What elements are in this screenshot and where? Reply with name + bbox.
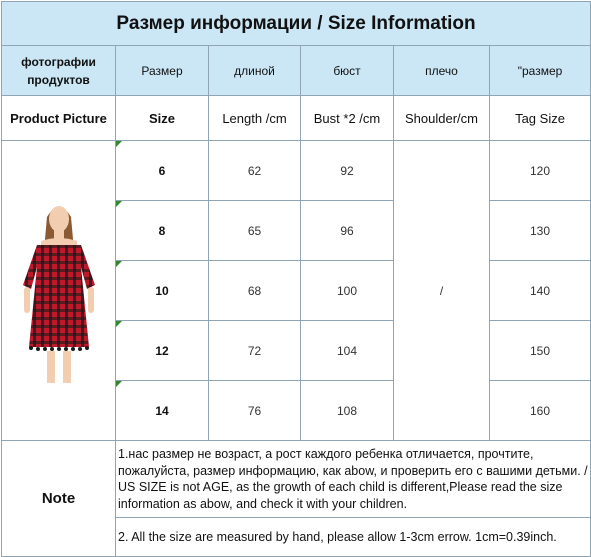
- product-photo-cell: [2, 141, 116, 441]
- size-cell: 6: [116, 141, 209, 201]
- bust-cell: 104: [301, 321, 394, 381]
- header-ru-shoulder: плечо: [394, 46, 490, 96]
- tag-size-cell: 130: [490, 201, 591, 261]
- size-cell: 12: [116, 321, 209, 381]
- bust-cell: 108: [301, 381, 394, 441]
- tag-size-cell: 120: [490, 141, 591, 201]
- header-ru-length: длиной: [209, 46, 301, 96]
- product-photo: [9, 189, 109, 389]
- size-cell: 14: [116, 381, 209, 441]
- shoulder-cell: /: [394, 141, 490, 441]
- header-en-product-picture: Product Picture: [2, 96, 116, 141]
- header-en-tag-size: Tag Size: [490, 96, 591, 141]
- length-cell: 62: [209, 141, 301, 201]
- note-text-1: 1.нас размер не возраст, а рост каждого ребенка отличается, прочтите, пожалуйста, размер информацию, как abow, и проверить его с вашими детьми. / US SIZE is not AGE, as the growth of each child is different,Please read the size information as abow, and check it with your children.: [116, 441, 591, 518]
- table-row: [2, 141, 591, 201]
- tag-size-cell: 160: [490, 381, 591, 441]
- note-row-1: [2, 441, 591, 518]
- header-ru-bust: бюст: [301, 46, 394, 96]
- bust-cell: 96: [301, 201, 394, 261]
- header-en-size: Size: [116, 96, 209, 141]
- header-row-english: [2, 96, 591, 141]
- header-ru-product-picture: фотографии продуктов: [2, 46, 116, 96]
- tag-size-cell: 150: [490, 321, 591, 381]
- bust-cell: 100: [301, 261, 394, 321]
- note-text-2: 2. All the size are measured by hand, please allow 1-3cm errow. 1cm=0.39inch.: [116, 518, 591, 557]
- header-ru-tag-size: "размер: [490, 46, 591, 96]
- size-cell: 8: [116, 201, 209, 261]
- length-cell: 76: [209, 381, 301, 441]
- table-title: Размер информации / Size Information: [2, 2, 591, 46]
- size-cell: 10: [116, 261, 209, 321]
- bust-cell: 92: [301, 141, 394, 201]
- note-label: Note: [2, 441, 116, 557]
- header-ru-size: Размер: [116, 46, 209, 96]
- length-cell: 68: [209, 261, 301, 321]
- tag-size-cell: 140: [490, 261, 591, 321]
- title-row: [2, 2, 591, 46]
- header-en-length: Length /cm: [209, 96, 301, 141]
- header-en-shoulder: Shoulder/cm: [394, 96, 490, 141]
- header-row-russian: [2, 46, 591, 96]
- length-cell: 65: [209, 201, 301, 261]
- size-information-table: [1, 1, 591, 557]
- length-cell: 72: [209, 321, 301, 381]
- header-en-bust: Bust *2 /cm: [301, 96, 394, 141]
